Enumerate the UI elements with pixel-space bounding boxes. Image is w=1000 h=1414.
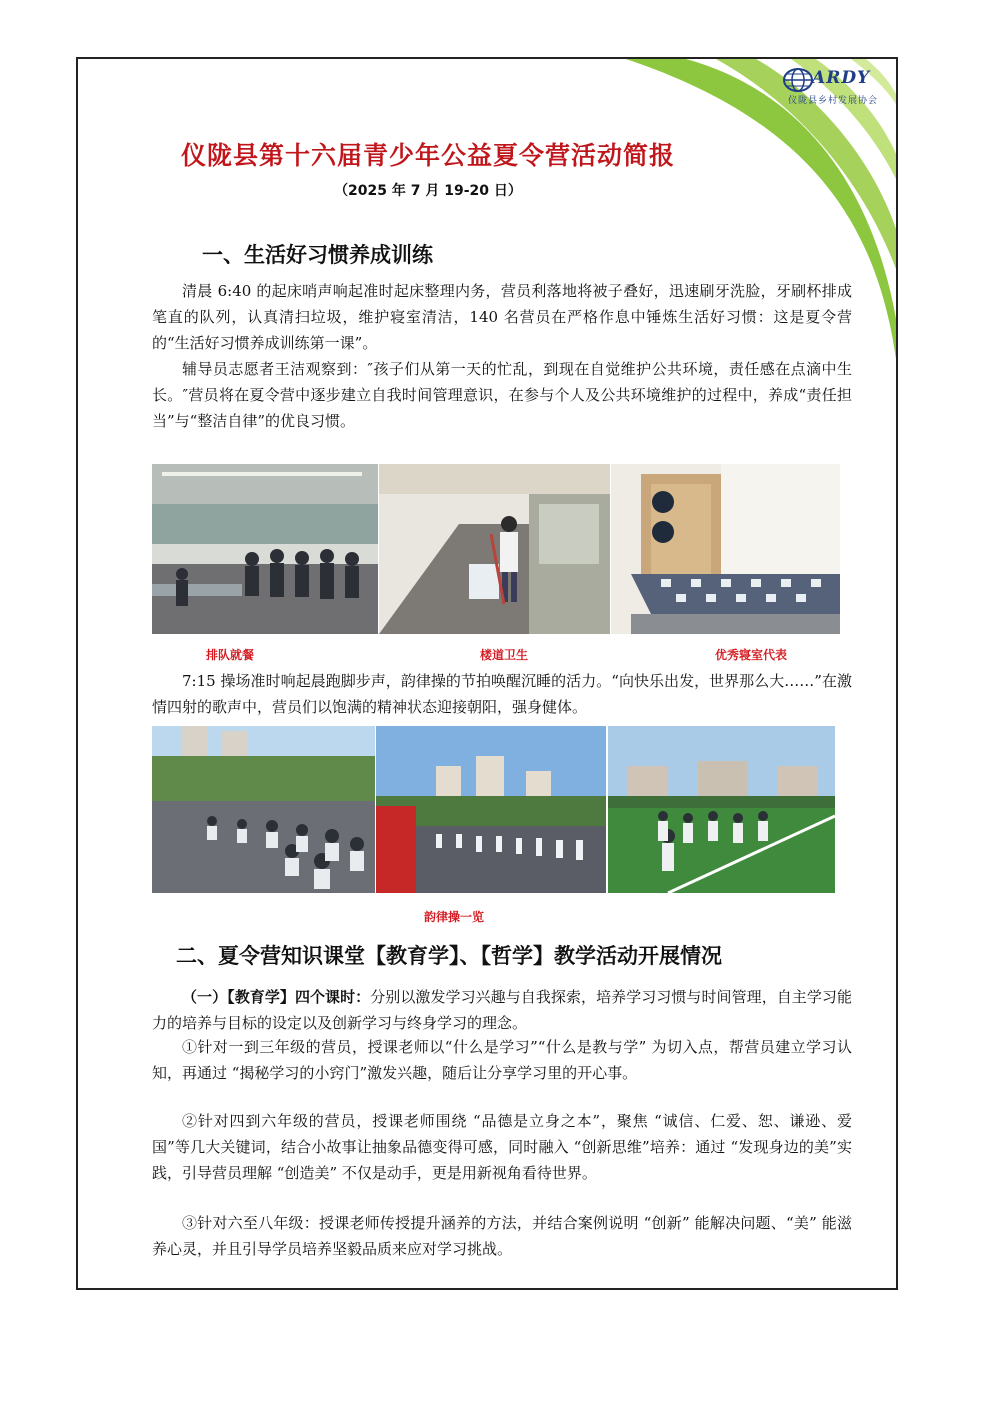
caption-corridor-cleaning: 楼道卫生 xyxy=(480,648,529,662)
photo-morning-exercise-2 xyxy=(376,726,606,893)
section-2-paragraph-1 xyxy=(152,984,852,1036)
photo-morning-exercise-3 xyxy=(608,726,835,893)
caption-rhythmic-exercise: 韵律操一览 xyxy=(424,910,485,924)
report-date: （2025 年 7 月 19-20 日） xyxy=(334,183,522,199)
logo xyxy=(782,67,894,107)
photo-morning-exercise-1 xyxy=(152,726,375,893)
section-2-paragraph-3: ②针对四到六年级的营员，授课老师围绕 “品德是立身之本”，聚焦 “诚信、仁爱、恕、谦逊、爱国”等几大关键词，结合小故事让抽象品德变得可感，同时融入 “创新思维”培养：通过 “发现身边的美”实践，引导营员理解 “创造美” 不仅是动手，更是用新视角看待世界。 xyxy=(152,1112,852,1182)
caption-best-dormitory: 优秀寝室代表 xyxy=(715,648,788,662)
section-1-paragraph-1: 清晨 6:40 的起床哨声响起准时起床整理内务，营员利落地将被子叠好，迅速刷牙洗脸，牙刷杯排成笔直的队列，认真清扫垃圾，维护寝室清洁，140 名营员在严格作息中锤炼生活好习惯：这是夏令营的“生活好习惯养成训练第一课”。 xyxy=(152,282,852,352)
page-frame xyxy=(76,57,898,1290)
photo-dormitory-bed xyxy=(611,464,840,634)
globe-icon xyxy=(782,67,816,93)
section-2-paragraph-2: ①针对一到三年级的营员，授课老师以“什么是学习”“什么是教与学” 为切入点，帮营员建立学习认知，再通过 “揭秘学习的小窍门”激发兴趣，随后让分享学习里的开心事。 xyxy=(152,1038,852,1082)
page-title: 仪陇县第十六届青少年公益夏令营活动简报 xyxy=(180,141,675,170)
logo-wordmark: ARDY xyxy=(812,68,871,88)
caption-canteen-queue: 排队就餐 xyxy=(206,648,255,662)
section-2-heading: 二、夏令营知识课堂【教育学】、【哲学】教学活动开展情况 xyxy=(176,944,722,968)
section-2-paragraph-1-text: 分别以激发学习兴趣与自我探索，培养学习习惯与时间管理，自主学习能力的培养与目标的设定以及创新学习与终身学习的理念。 xyxy=(152,988,852,1032)
section-1-paragraph-2: 辅导员志愿者王洁观察到：″孩子们从第一天的忙乱，到现在自觉维护公共环境，责任感在点滴中生长。″营员将在夏令营中逐步建立自我时间管理意识，在参与个人及公共环境维护的过程中，养成“责任担当”与“整洁自律”的优良习惯。 xyxy=(152,360,852,430)
section-1-heading: 一、生活好习惯养成训练 xyxy=(202,243,433,267)
logo-subtitle: 仪陇县乡村发展协会 xyxy=(788,96,879,106)
section-2-paragraph-1-lead: （一）【教育学】四个课时： xyxy=(182,988,371,1006)
photo-canteen-queue xyxy=(152,464,378,634)
section-2-paragraph-4: ③针对六至八年级：授课老师传授提升涵养的方法，并结合案例说明 “创新” 能解决问题、“美” 能滋养心灵，并且引导学员培养坚毅品质来应对学习挑战。 xyxy=(152,1214,852,1258)
photo-corridor-cleaning xyxy=(379,464,610,634)
section-1-paragraph-3: 7:15 操场准时响起晨跑脚步声，韵律操的节拍唤醒沉睡的活力。“向快乐出发，世界那么大……”在激情四射的歌声中，营员们以饱满的精神状态迎接朝阳，强身健体。 xyxy=(152,672,852,716)
